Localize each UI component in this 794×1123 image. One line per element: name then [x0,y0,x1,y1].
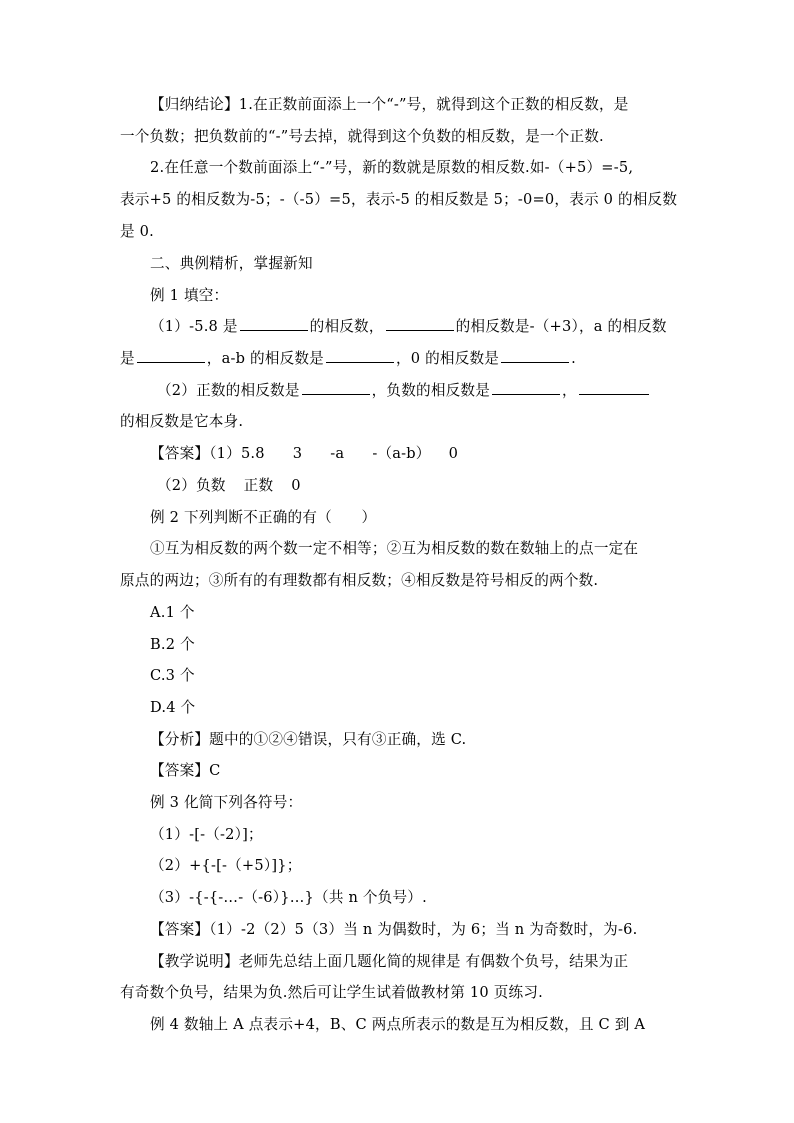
example-4-line-1: 例 4 数轴上 A 点表示+4，B、C 两点所表示的数是互为相反数，且 C 到 A [150,1016,646,1033]
text: ，a-b 的相反数是 [206,350,324,367]
example-1-line-3 [157,380,717,402]
option-c: C.3 个 [150,667,195,684]
example-2-line-2: 原点的两边；③所有的有理数都有相反数；④相反数是符号相反的两个数. [120,572,599,589]
answer-blank [579,380,649,395]
analysis-2: 【分析】题中的①②④错误，只有③正确，选 C. [150,731,467,748]
example-2-title: 例 2 下列判断不正确的有（ ） [150,509,377,526]
text: 的相反数， [309,318,384,335]
section-heading: 二、典例精析，掌握新知 [150,255,313,272]
option-d: D.4 个 [150,699,196,716]
conclusion-line-1: 【归纳结论】1.在正数前面添上一个“-”号，就得到这个正数的相反数，是 [150,96,629,113]
example-1-title: 例 1 填空： [150,287,229,304]
example-3-title: 例 3 化简下列各符号： [150,794,303,811]
answer-2: 【答案】C [150,762,221,779]
example-1-line-2 [120,348,680,370]
text: 【答案】（1）5.8 [150,445,265,462]
text: 3 [292,445,303,462]
answer-blank [501,348,569,363]
option-a: A.1 个 [150,604,195,621]
example-3-item-3: （3）-{-{-…-（-6）}…}（共 n 个负号）. [150,889,427,906]
example-1-line-4: 的相反数是它本身. [120,413,244,430]
answer-blank [240,316,308,331]
text: ，负数的相反数是 [371,382,490,399]
text: 0 [291,477,301,494]
text: 0 [448,445,459,462]
answer-blank [137,348,205,363]
answer-blank [386,316,454,331]
text: （1）-5.8 是 [150,318,238,335]
text: 正数 [243,477,274,494]
example-2-line-1: ①互为相反数的两个数一定不相等；②互为相反数的数在数轴上的点一定在 [150,540,639,557]
conclusion-line-3: 2.在任意一个数前面添上“-”号，新的数就是原数的相反数.如-（+5）=-5, [150,159,634,176]
example-1-line-1 [150,316,710,338]
conclusion-line-5: 是 0. [120,223,154,240]
answer-blank [302,380,370,395]
conclusion-line-4: 表示+5 的相反数为-5；-（-5）=5，表示-5 的相反数是 5；-0=0，表示 0 的相反数 [120,191,678,208]
answer-1-line-1 [150,443,710,465]
answer-3: 【答案】（1）-2（2）5（3）当 n 为偶数时，为 6；当 n 为奇数时，为-6. [150,921,638,938]
text: （2）负数 [157,477,226,494]
example-3-item-2: （2）+{-[-（+5）]}； [150,857,302,874]
text: ， [562,382,577,399]
text: . [571,350,576,367]
text: -a [330,445,345,462]
text: （2）正数的相反数是 [157,382,300,399]
text: ，0 的相反数是 [395,350,500,367]
conclusion-line-2: 一个负数；把负数前的“-”号去掉，就得到这个负数的相反数，是一个正数. [120,128,604,145]
teaching-note-line-2: 有奇数个负号，结果为负.然后可让学生试着做教材第 10 页练习. [120,984,543,1001]
answer-blank [326,348,394,363]
text: 是 [120,350,135,367]
teaching-note-line-1: 【教学说明】老师先总结上面几题化简的规律是 有偶数个负号，结果为正 [150,953,629,970]
text: -（a-b） [372,445,431,462]
option-b: B.2 个 [150,636,195,653]
example-3-item-1: （1）-[-（-2）]； [150,826,263,843]
answer-blank [492,380,560,395]
answer-1-line-2 [157,475,717,497]
text: 的相反数是-（+3），a 的相反数 [455,318,667,335]
